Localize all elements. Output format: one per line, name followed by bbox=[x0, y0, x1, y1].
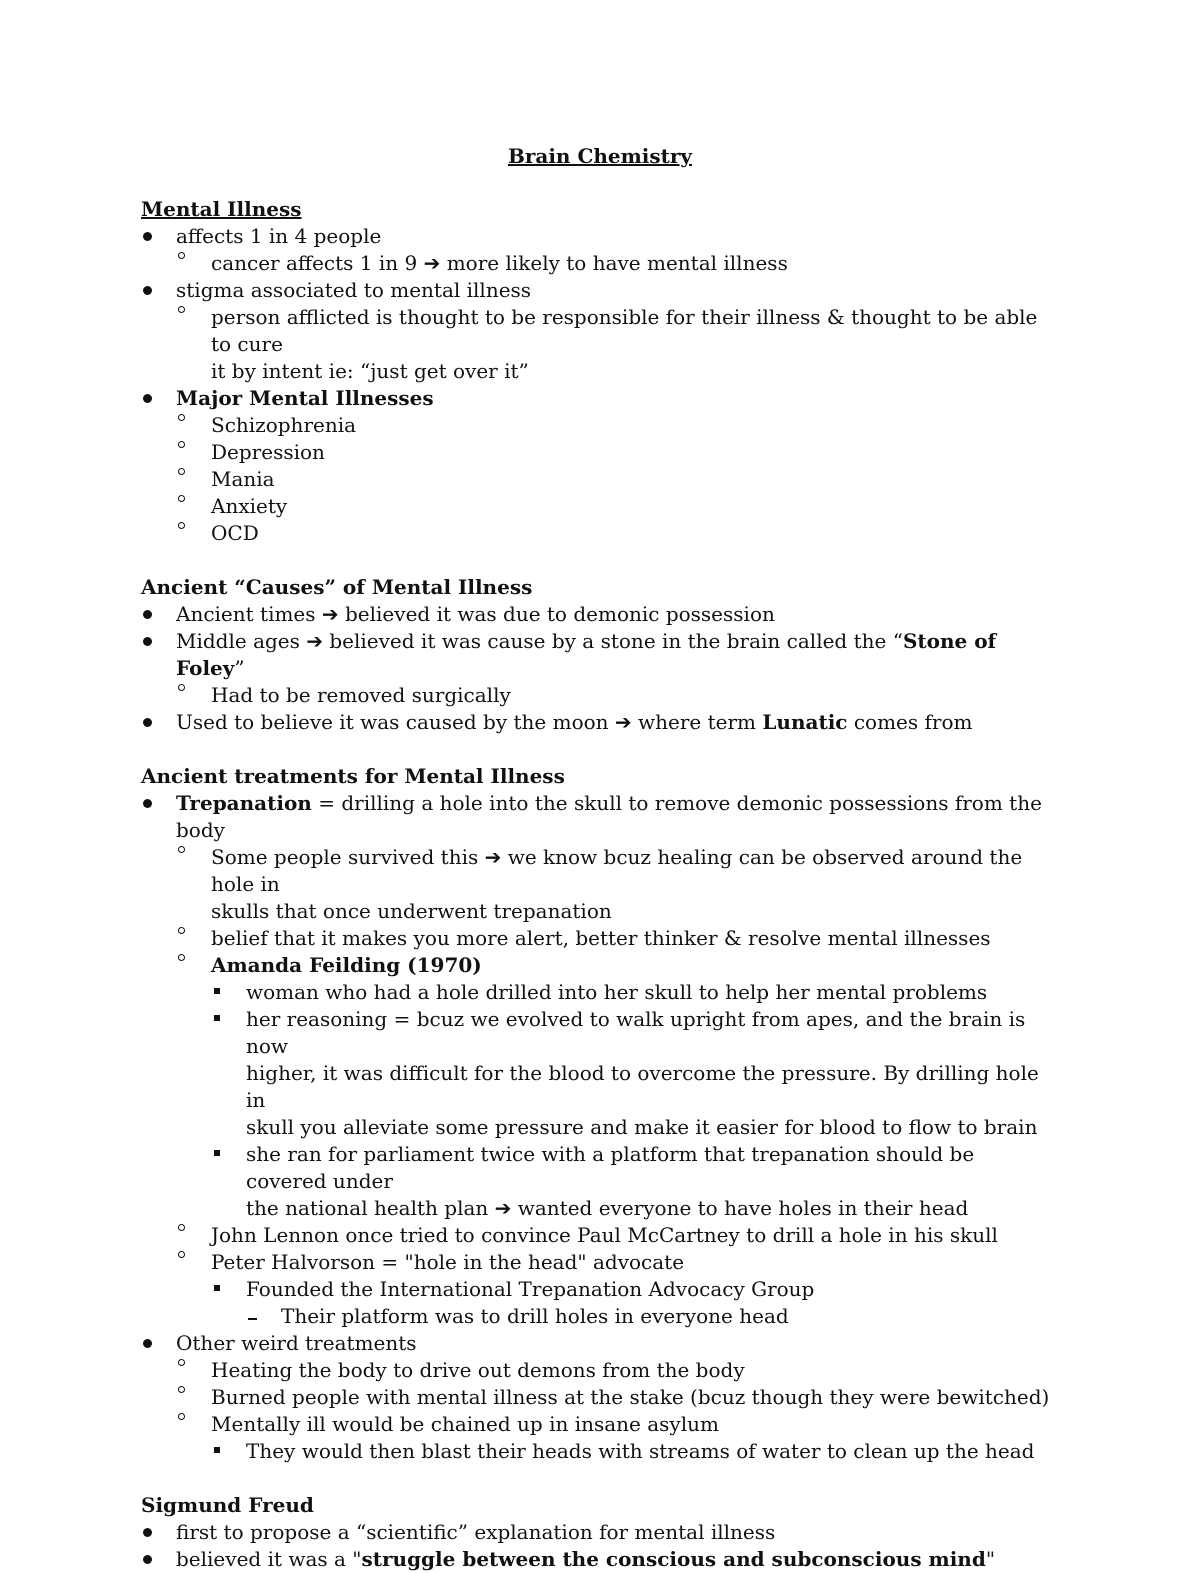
list-item: Trepanation = drilling a hole into the skull to remove demonic possessions from the body bbox=[141, 790, 1061, 844]
list-item: Anxiety bbox=[141, 493, 1061, 520]
list-item-continuation: higher, it was difficult for the blood to overcome the pressure. By drilling hole in bbox=[246, 1061, 1039, 1112]
dash-bullet-icon bbox=[248, 1318, 257, 1320]
document-body bbox=[141, 196, 1061, 1573]
bullet-icon bbox=[143, 1528, 152, 1537]
section-heading-ancient-causes: Ancient “Causes” of Mental Illness bbox=[141, 575, 533, 599]
bullet-icon bbox=[214, 1285, 220, 1291]
section-heading-sigmund-freud: Sigmund Freud bbox=[141, 1493, 314, 1517]
bullet-icon bbox=[143, 232, 152, 241]
section-heading-ancient-treatments: Ancient treatments for Mental Illness bbox=[141, 764, 565, 788]
list-item: her reasoning = bcuz we evolved to walk upright from apes, and the brain is now bbox=[141, 1006, 1061, 1060]
list-item-continuation: it by intent ie: “just get over it” bbox=[211, 359, 529, 383]
list-item: John Lennon once tried to convince Paul McCartney to drill a hole in his skull bbox=[141, 1222, 1061, 1249]
bullet-icon bbox=[214, 1150, 220, 1156]
list-item: Other weird treatments bbox=[141, 1330, 1061, 1357]
bullet-icon bbox=[178, 441, 185, 448]
list-item: Depression bbox=[141, 439, 1061, 466]
list-item: Mentally ill would be chained up in insane asylum bbox=[141, 1411, 1061, 1438]
list-item: affects 1 in 4 people bbox=[141, 223, 1061, 250]
bullet-icon bbox=[178, 495, 185, 502]
list-item: Heating the body to drive out demons from the body bbox=[141, 1357, 1061, 1384]
list-item: Middle ages ➔ believed it was cause by a stone in the brain called the “Stone of Foley” bbox=[141, 628, 1061, 682]
list-item: belief that it makes you more alert, better thinker & resolve mental illnesses bbox=[141, 925, 1061, 952]
list-item: believed it was a "struggle between the conscious and subconscious mind" bbox=[141, 1546, 1061, 1573]
bullet-icon bbox=[178, 927, 185, 934]
bullet-icon bbox=[178, 1413, 185, 1420]
list-item: woman who had a hole drilled into her skull to help her mental problems bbox=[141, 979, 1061, 1006]
bullet-icon bbox=[178, 684, 185, 691]
list-item-continuation: the national health plan ➔ wanted everyone to have holes in their head bbox=[246, 1196, 969, 1220]
list-item: cancer affects 1 in 9 ➔ more likely to have mental illness bbox=[141, 250, 1061, 277]
list-item: OCD bbox=[141, 520, 1061, 547]
bullet-icon bbox=[178, 468, 185, 475]
bullet-icon bbox=[143, 718, 152, 727]
list-item: Amanda Feilding (1970) bbox=[141, 952, 1061, 979]
list-item: she ran for parliament twice with a platform that trepanation should be covered under bbox=[141, 1141, 1061, 1195]
bullet-icon bbox=[178, 1251, 185, 1258]
list-item: Burned people with mental illness at the stake (bcuz though they were bewitched) bbox=[141, 1384, 1061, 1411]
bullet-icon bbox=[178, 846, 185, 853]
bullet-icon bbox=[178, 252, 185, 259]
list-item: Used to believe it was caused by the moon ➔ where term Lunatic comes from bbox=[141, 709, 1061, 736]
bullet-icon bbox=[214, 1015, 220, 1021]
list-item: Schizophrenia bbox=[141, 412, 1061, 439]
bullet-icon bbox=[143, 286, 152, 295]
list-item: Major Mental Illnesses bbox=[141, 385, 1061, 412]
bullet-icon bbox=[143, 799, 152, 808]
bullet-icon bbox=[178, 1386, 185, 1393]
bullet-icon bbox=[214, 1447, 220, 1453]
list-item: Had to be removed surgically bbox=[141, 682, 1061, 709]
bullet-icon bbox=[178, 306, 185, 313]
list-item: Founded the International Trepanation Advocacy Group bbox=[141, 1276, 1061, 1303]
list-item-continuation: skull you alleviate some pressure and make it easier for blood to flow to brain bbox=[246, 1115, 1038, 1139]
bullet-icon bbox=[143, 1339, 152, 1348]
list-item: Peter Halvorson = "hole in the head" advocate bbox=[141, 1249, 1061, 1276]
bullet-icon bbox=[178, 414, 185, 421]
list-item: first to propose a “scientific” explanation for mental illness bbox=[141, 1519, 1061, 1546]
list-item: Ancient times ➔ believed it was due to demonic possession bbox=[141, 601, 1061, 628]
list-item: Some people survived this ➔ we know bcuz healing can be observed around the hole in bbox=[141, 844, 1061, 898]
bullet-icon bbox=[143, 1555, 152, 1564]
bullet-icon bbox=[143, 637, 152, 646]
bullet-icon bbox=[143, 610, 152, 619]
bullet-icon bbox=[178, 1224, 185, 1231]
page-title: Brain Chemistry bbox=[507, 144, 693, 168]
bullet-icon bbox=[214, 988, 220, 994]
section-heading-mental-illness: Mental Illness bbox=[141, 197, 302, 221]
list-item-continuation: skulls that once underwent trepanation bbox=[211, 899, 612, 923]
list-item: Mania bbox=[141, 466, 1061, 493]
bullet-icon bbox=[178, 954, 185, 961]
list-item: stigma associated to mental illness bbox=[141, 277, 1061, 304]
bullet-icon bbox=[143, 394, 152, 403]
bullet-icon bbox=[178, 522, 185, 529]
bullet-icon bbox=[178, 1359, 185, 1366]
list-item: Their platform was to drill holes in everyone head bbox=[141, 1303, 1061, 1330]
list-item: person afflicted is thought to be responsible for their illness & thought to be able to cure bbox=[141, 304, 1061, 358]
list-item: They would then blast their heads with streams of water to clean up the head bbox=[141, 1438, 1061, 1465]
